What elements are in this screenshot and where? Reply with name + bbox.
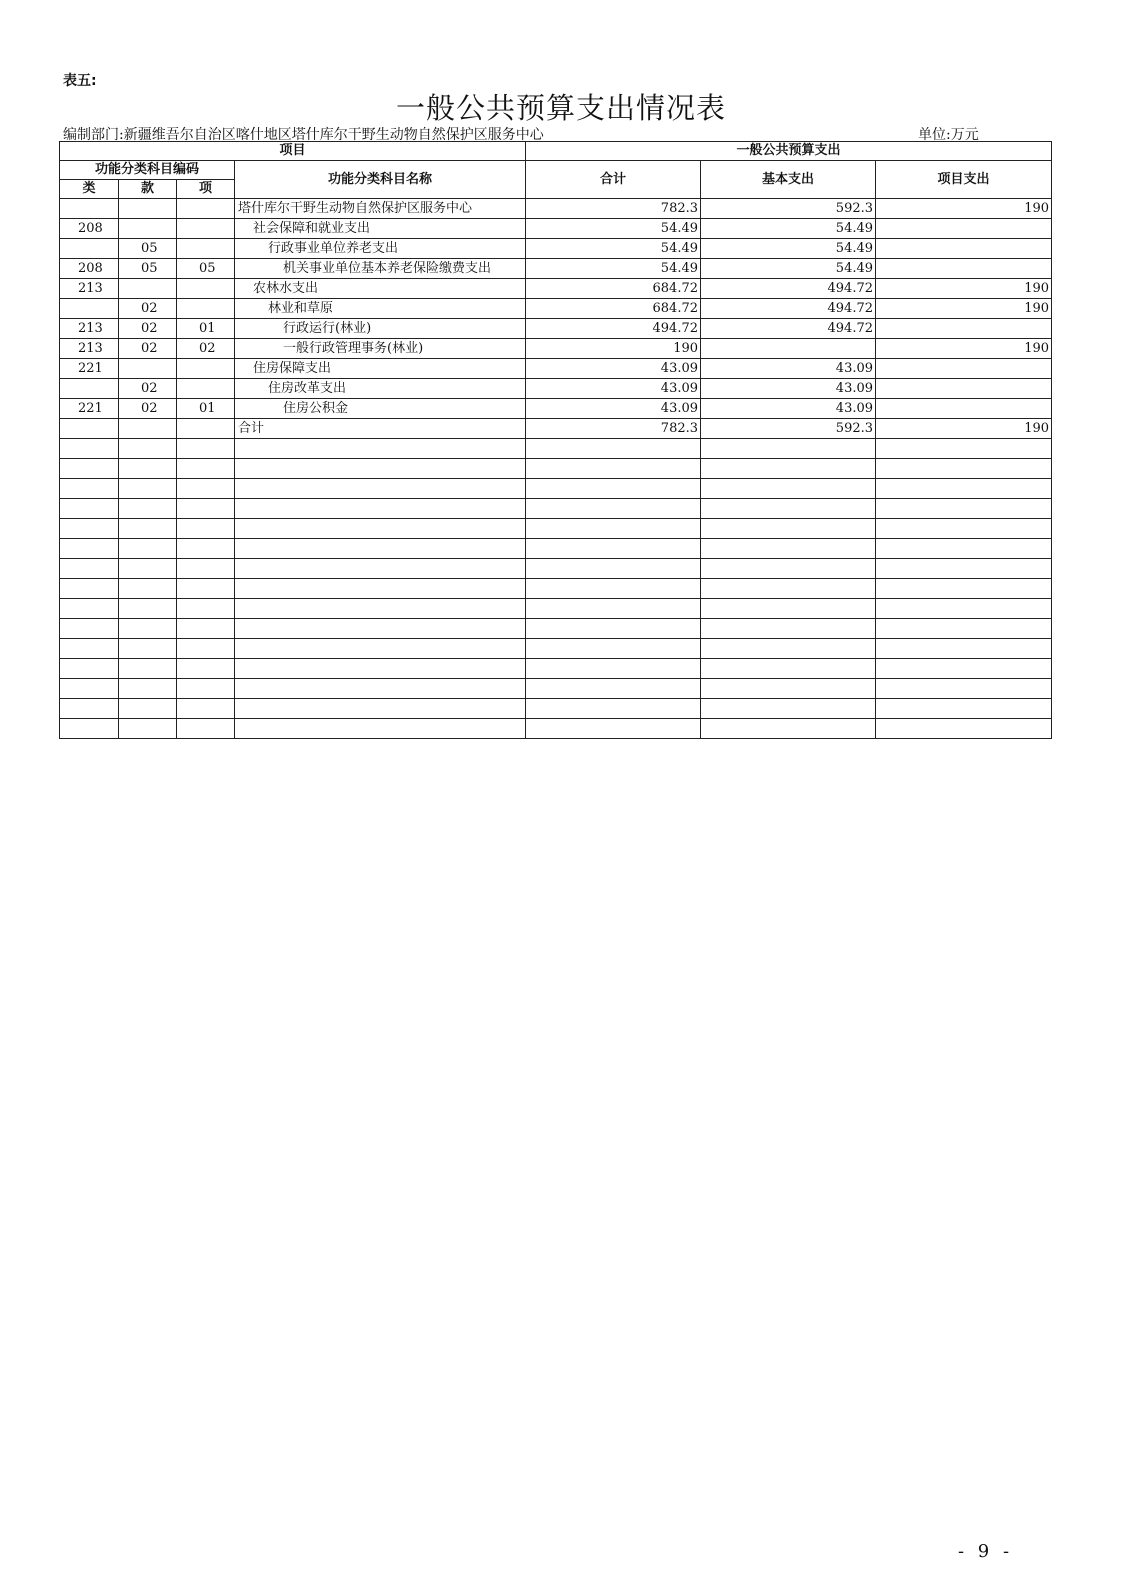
table-row bbox=[60, 239, 1052, 259]
empty-cell bbox=[177, 499, 235, 519]
empty-cell bbox=[119, 559, 177, 579]
cell-name: 行政运行(林业) bbox=[235, 319, 526, 339]
cell-basic: 592.3 bbox=[701, 199, 876, 219]
cell-lei: 213 bbox=[60, 279, 119, 299]
empty-cell bbox=[235, 699, 526, 719]
empty-cell bbox=[119, 459, 177, 479]
page-title: 一般公共预算支出情况表 bbox=[395, 91, 726, 125]
empty-row bbox=[60, 679, 1052, 699]
empty-cell bbox=[876, 659, 1052, 679]
empty-cell bbox=[60, 459, 119, 479]
empty-row bbox=[60, 479, 1052, 499]
empty-cell bbox=[701, 539, 876, 559]
empty-row bbox=[60, 719, 1052, 739]
cell-xiang bbox=[177, 359, 235, 379]
cell-xiang: 02 bbox=[177, 339, 235, 359]
cell-name: 住房公积金 bbox=[235, 399, 526, 419]
empty-cell bbox=[177, 679, 235, 699]
unit-label: 单位:万元 bbox=[918, 127, 979, 143]
empty-cell bbox=[235, 519, 526, 539]
empty-cell bbox=[119, 619, 177, 639]
empty-cell bbox=[177, 439, 235, 459]
cell-kuan: 02 bbox=[119, 299, 177, 319]
empty-cell bbox=[119, 599, 177, 619]
empty-cell bbox=[235, 579, 526, 599]
cell-lei bbox=[60, 239, 119, 259]
cell-total: 782.3 bbox=[526, 419, 701, 439]
empty-cell bbox=[119, 699, 177, 719]
cell-total: 190 bbox=[526, 339, 701, 359]
header-item: 项目 bbox=[60, 142, 526, 161]
cell-basic: 54.49 bbox=[701, 219, 876, 239]
cell-basic: 494.72 bbox=[701, 279, 876, 299]
empty-cell bbox=[235, 679, 526, 699]
empty-cell bbox=[235, 639, 526, 659]
table-row bbox=[60, 419, 1052, 439]
cell-basic bbox=[701, 339, 876, 359]
cell-xiang bbox=[177, 199, 235, 219]
empty-row bbox=[60, 519, 1052, 539]
cell-project bbox=[876, 399, 1052, 419]
empty-cell bbox=[701, 559, 876, 579]
empty-cell bbox=[177, 659, 235, 679]
cell-project: 190 bbox=[876, 199, 1052, 219]
empty-cell bbox=[177, 599, 235, 619]
empty-cell bbox=[235, 619, 526, 639]
cell-total: 43.09 bbox=[526, 399, 701, 419]
cell-total: 43.09 bbox=[526, 379, 701, 399]
cell-name: 住房保障支出 bbox=[235, 359, 526, 379]
empty-cell bbox=[701, 479, 876, 499]
empty-cell bbox=[60, 579, 119, 599]
table-row bbox=[60, 199, 1052, 219]
cell-basic: 494.72 bbox=[701, 299, 876, 319]
empty-cell bbox=[119, 539, 177, 559]
empty-cell bbox=[119, 439, 177, 459]
empty-cell bbox=[235, 599, 526, 619]
cell-name: 住房改革支出 bbox=[235, 379, 526, 399]
empty-cell bbox=[119, 579, 177, 599]
cell-xiang bbox=[177, 239, 235, 259]
empty-cell bbox=[60, 439, 119, 459]
header-row-2 bbox=[60, 161, 1052, 180]
cell-kuan bbox=[119, 419, 177, 439]
empty-cell bbox=[526, 699, 701, 719]
cell-kuan: 02 bbox=[119, 319, 177, 339]
cell-total: 54.49 bbox=[526, 259, 701, 279]
empty-row bbox=[60, 459, 1052, 479]
empty-cell bbox=[526, 579, 701, 599]
cell-kuan: 05 bbox=[119, 259, 177, 279]
empty-cell bbox=[526, 719, 701, 739]
empty-cell bbox=[701, 459, 876, 479]
empty-cell bbox=[876, 439, 1052, 459]
cell-basic: 592.3 bbox=[701, 419, 876, 439]
empty-cell bbox=[701, 499, 876, 519]
empty-cell bbox=[701, 679, 876, 699]
cell-kuan bbox=[119, 279, 177, 299]
empty-row bbox=[60, 539, 1052, 559]
empty-cell bbox=[701, 579, 876, 599]
empty-cell bbox=[60, 619, 119, 639]
header-lei: 类 bbox=[60, 180, 119, 199]
empty-cell bbox=[526, 479, 701, 499]
table-row bbox=[60, 379, 1052, 399]
empty-cell bbox=[235, 539, 526, 559]
cell-total: 782.3 bbox=[526, 199, 701, 219]
table-row bbox=[60, 219, 1052, 239]
empty-cell bbox=[60, 679, 119, 699]
cell-xiang bbox=[177, 419, 235, 439]
cell-xiang: 05 bbox=[177, 259, 235, 279]
cell-lei bbox=[60, 419, 119, 439]
cell-name: 合计 bbox=[235, 419, 526, 439]
empty-cell bbox=[526, 459, 701, 479]
empty-cell bbox=[876, 479, 1052, 499]
empty-cell bbox=[177, 699, 235, 719]
budget-table bbox=[59, 141, 1052, 739]
cell-project bbox=[876, 259, 1052, 279]
empty-cell bbox=[60, 499, 119, 519]
header-project: 项目支出 bbox=[876, 161, 1052, 199]
empty-cell bbox=[177, 519, 235, 539]
empty-cell bbox=[119, 499, 177, 519]
cell-kuan bbox=[119, 199, 177, 219]
empty-cell bbox=[526, 559, 701, 579]
empty-cell bbox=[60, 639, 119, 659]
empty-cell bbox=[177, 539, 235, 559]
page-number: - 9 - bbox=[958, 1541, 1014, 1562]
cell-xiang bbox=[177, 219, 235, 239]
empty-cell bbox=[876, 619, 1052, 639]
empty-cell bbox=[526, 499, 701, 519]
empty-row bbox=[60, 659, 1052, 679]
empty-cell bbox=[701, 719, 876, 739]
empty-cell bbox=[60, 479, 119, 499]
empty-cell bbox=[177, 559, 235, 579]
empty-cell bbox=[177, 619, 235, 639]
cell-project: 190 bbox=[876, 279, 1052, 299]
empty-row bbox=[60, 599, 1052, 619]
header-budget-group: 一般公共预算支出 bbox=[526, 142, 1052, 161]
empty-cell bbox=[876, 559, 1052, 579]
empty-row bbox=[60, 579, 1052, 599]
cell-lei: 208 bbox=[60, 219, 119, 239]
cell-total: 43.09 bbox=[526, 359, 701, 379]
empty-cell bbox=[526, 679, 701, 699]
empty-cell bbox=[701, 439, 876, 459]
table-row bbox=[60, 319, 1052, 339]
empty-row bbox=[60, 639, 1052, 659]
empty-row bbox=[60, 499, 1052, 519]
cell-lei: 221 bbox=[60, 399, 119, 419]
table-row bbox=[60, 299, 1052, 319]
empty-cell bbox=[235, 439, 526, 459]
cell-basic: 494.72 bbox=[701, 319, 876, 339]
empty-cell bbox=[119, 719, 177, 739]
cell-lei bbox=[60, 299, 119, 319]
cell-project bbox=[876, 379, 1052, 399]
empty-cell bbox=[235, 559, 526, 579]
cell-project: 190 bbox=[876, 299, 1052, 319]
empty-cell bbox=[235, 719, 526, 739]
empty-cell bbox=[876, 719, 1052, 739]
cell-project: 190 bbox=[876, 339, 1052, 359]
cell-xiang bbox=[177, 279, 235, 299]
cell-total: 684.72 bbox=[526, 279, 701, 299]
header-code-group: 功能分类科目编码 bbox=[60, 161, 235, 180]
cell-project bbox=[876, 359, 1052, 379]
cell-name: 塔什库尔干野生动物自然保护区服务中心 bbox=[235, 199, 526, 219]
table-row bbox=[60, 259, 1052, 279]
empty-cell bbox=[876, 459, 1052, 479]
empty-cell bbox=[119, 679, 177, 699]
cell-project bbox=[876, 219, 1052, 239]
empty-cell bbox=[701, 519, 876, 539]
cell-total: 494.72 bbox=[526, 319, 701, 339]
empty-cell bbox=[235, 499, 526, 519]
table-label: 表五: bbox=[63, 73, 97, 89]
empty-cell bbox=[526, 619, 701, 639]
department-line: 编制部门:新疆维吾尔自治区喀什地区塔什库尔干野生动物自然保护区服务中心 bbox=[63, 127, 544, 143]
empty-cell bbox=[60, 659, 119, 679]
empty-cell bbox=[177, 479, 235, 499]
empty-cell bbox=[177, 639, 235, 659]
empty-cell bbox=[60, 539, 119, 559]
cell-name: 一般行政管理事务(林业) bbox=[235, 339, 526, 359]
empty-cell bbox=[526, 539, 701, 559]
empty-row bbox=[60, 619, 1052, 639]
empty-cell bbox=[876, 679, 1052, 699]
empty-cell bbox=[60, 519, 119, 539]
empty-cell bbox=[119, 659, 177, 679]
empty-cell bbox=[526, 599, 701, 619]
cell-name: 机关事业单位基本养老保险缴费支出 bbox=[235, 259, 526, 279]
empty-cell bbox=[876, 519, 1052, 539]
cell-name: 行政事业单位养老支出 bbox=[235, 239, 526, 259]
header-xiang: 项 bbox=[177, 180, 235, 199]
empty-cell bbox=[60, 719, 119, 739]
cell-lei: 208 bbox=[60, 259, 119, 279]
empty-cell bbox=[701, 639, 876, 659]
empty-cell bbox=[60, 699, 119, 719]
cell-total: 684.72 bbox=[526, 299, 701, 319]
empty-cell bbox=[876, 639, 1052, 659]
cell-kuan: 02 bbox=[119, 379, 177, 399]
header-name: 功能分类科目名称 bbox=[235, 161, 526, 199]
cell-basic: 54.49 bbox=[701, 259, 876, 279]
cell-project bbox=[876, 319, 1052, 339]
empty-cell bbox=[235, 659, 526, 679]
empty-cell bbox=[119, 479, 177, 499]
empty-cell bbox=[177, 719, 235, 739]
empty-cell bbox=[526, 639, 701, 659]
empty-cell bbox=[177, 459, 235, 479]
cell-kuan bbox=[119, 219, 177, 239]
cell-total: 54.49 bbox=[526, 239, 701, 259]
cell-lei bbox=[60, 199, 119, 219]
empty-cell bbox=[119, 639, 177, 659]
empty-cell bbox=[119, 519, 177, 539]
cell-name: 社会保障和就业支出 bbox=[235, 219, 526, 239]
header-basic: 基本支出 bbox=[701, 161, 876, 199]
empty-row bbox=[60, 559, 1052, 579]
cell-xiang bbox=[177, 299, 235, 319]
table-row bbox=[60, 399, 1052, 419]
cell-kuan: 05 bbox=[119, 239, 177, 259]
empty-cell bbox=[526, 519, 701, 539]
cell-xiang bbox=[177, 379, 235, 399]
cell-project bbox=[876, 239, 1052, 259]
empty-cell bbox=[235, 459, 526, 479]
cell-name: 林业和草原 bbox=[235, 299, 526, 319]
empty-cell bbox=[876, 499, 1052, 519]
header-row-1 bbox=[60, 142, 1052, 161]
empty-cell bbox=[526, 659, 701, 679]
empty-cell bbox=[876, 599, 1052, 619]
cell-xiang: 01 bbox=[177, 399, 235, 419]
cell-lei bbox=[60, 379, 119, 399]
cell-kuan: 02 bbox=[119, 339, 177, 359]
header-kuan: 款 bbox=[119, 180, 177, 199]
cell-name: 农林水支出 bbox=[235, 279, 526, 299]
cell-project: 190 bbox=[876, 419, 1052, 439]
cell-total: 54.49 bbox=[526, 219, 701, 239]
empty-cell bbox=[876, 579, 1052, 599]
empty-cell bbox=[701, 619, 876, 639]
empty-row bbox=[60, 439, 1052, 459]
empty-cell bbox=[876, 539, 1052, 559]
cell-xiang: 01 bbox=[177, 319, 235, 339]
table-row bbox=[60, 339, 1052, 359]
cell-lei: 213 bbox=[60, 339, 119, 359]
empty-cell bbox=[876, 699, 1052, 719]
cell-basic: 54.49 bbox=[701, 239, 876, 259]
cell-lei: 213 bbox=[60, 319, 119, 339]
empty-cell bbox=[526, 439, 701, 459]
cell-basic: 43.09 bbox=[701, 399, 876, 419]
empty-cell bbox=[701, 659, 876, 679]
empty-cell bbox=[177, 579, 235, 599]
header-total: 合计 bbox=[526, 161, 701, 199]
empty-row bbox=[60, 699, 1052, 719]
empty-cell bbox=[235, 479, 526, 499]
cell-kuan: 02 bbox=[119, 399, 177, 419]
empty-cell bbox=[60, 599, 119, 619]
cell-basic: 43.09 bbox=[701, 359, 876, 379]
empty-cell bbox=[701, 599, 876, 619]
cell-lei: 221 bbox=[60, 359, 119, 379]
cell-kuan bbox=[119, 359, 177, 379]
table-row bbox=[60, 359, 1052, 379]
cell-basic: 43.09 bbox=[701, 379, 876, 399]
empty-cell bbox=[60, 559, 119, 579]
empty-cell bbox=[701, 699, 876, 719]
table-row bbox=[60, 279, 1052, 299]
